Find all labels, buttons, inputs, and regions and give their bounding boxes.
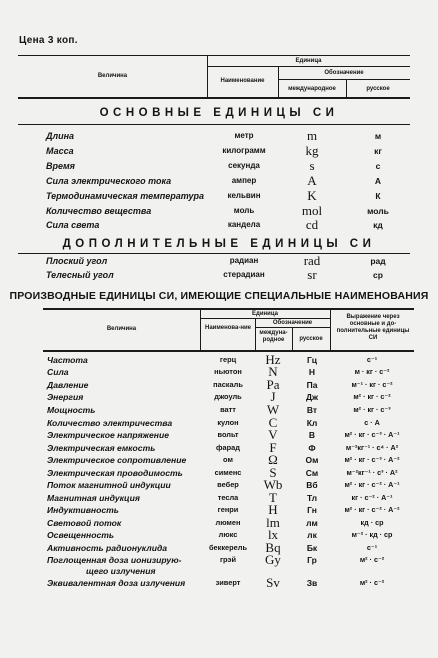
- unit-name: радиан: [229, 256, 259, 265]
- table-row: [0, 364, 438, 380]
- table-row: [0, 389, 438, 405]
- rus-symbol: Ом: [305, 455, 319, 465]
- table-row: [0, 173, 438, 191]
- si-expression: м² · кг · с⁻³ · А⁻²: [344, 455, 400, 464]
- table-row: [0, 253, 438, 271]
- si-expression: м² · с⁻²: [359, 555, 385, 564]
- unit-name: зиверт: [215, 578, 241, 587]
- table-row: [0, 427, 438, 443]
- quantity-name: Частота: [47, 355, 88, 365]
- si-expression: кд · ср: [360, 518, 384, 527]
- unit-name: ом: [223, 455, 233, 464]
- unit-name: ньютон: [214, 367, 242, 376]
- si-expression: м⁻²кг⁻¹ · с⁴ · А²: [345, 443, 399, 452]
- quantity-name: Сила электрического тока: [46, 176, 172, 186]
- intl-symbol: sr: [307, 267, 317, 282]
- rus-symbol: лм: [306, 518, 318, 528]
- rus-symbol: К: [375, 191, 381, 201]
- rus-symbol: Гн: [307, 505, 317, 515]
- rus-symbol: Гц: [306, 355, 318, 365]
- intl-symbol: N: [268, 364, 278, 379]
- unit-name: герц: [219, 355, 237, 364]
- unit-name: люкс: [218, 530, 238, 539]
- unit-name: паскаль: [213, 380, 243, 389]
- rus-symbol: Вб: [306, 480, 318, 490]
- unit-name: генри: [217, 505, 239, 514]
- quantity-name: Сила: [47, 367, 69, 377]
- header-unit-name: Наименование: [220, 78, 265, 84]
- unit-name: фарад: [216, 443, 240, 452]
- derived-header-international: междуна-родное: [259, 330, 288, 343]
- unit-name: метр: [234, 131, 254, 140]
- supplementary-units-title: ДОПОЛНИТЕЛЬНЫЕ ЕДИНИЦЫ СИ: [62, 238, 376, 250]
- unit-name: джоуль: [214, 392, 242, 401]
- table-row: [0, 575, 438, 591]
- rus-symbol: Зв: [306, 578, 318, 588]
- si-expression: м² · кг · с⁻³ · А⁻¹: [344, 430, 400, 439]
- header-quantity: Величина: [97, 73, 128, 79]
- intl-symbol: Hz: [265, 352, 281, 367]
- quantity-name: Активность радионуклида: [47, 543, 168, 553]
- quantity-name: Энергия: [47, 392, 84, 402]
- unit-name: кулон: [217, 418, 239, 427]
- rus-symbol: См: [305, 468, 319, 478]
- intl-symbol: W: [266, 402, 280, 417]
- quantity-name: Электрическая проводимость: [47, 468, 183, 478]
- derived-header-russian: русское: [299, 336, 323, 342]
- table-row: [0, 203, 438, 221]
- intl-symbol: m: [306, 128, 318, 143]
- unit-name: ватт: [220, 405, 236, 414]
- quantity-name: Электрическое сопротивление: [47, 455, 187, 465]
- derived-header-name: Наименова-ние: [204, 325, 252, 331]
- rus-symbol: кг: [374, 146, 382, 156]
- intl-symbol: F: [269, 440, 277, 455]
- si-expression: м⁻²кг⁻¹ · с³ · А²: [346, 468, 398, 477]
- table-row: [0, 527, 438, 543]
- basic-units-title: ОСНОВНЫЕ ЕДИНИЦЫ СИ: [99, 107, 339, 119]
- quantity-name: Магнитная индукция: [47, 493, 140, 503]
- table-row: [0, 402, 438, 418]
- intl-symbol: cd: [305, 217, 319, 232]
- table-row: [0, 143, 438, 161]
- quantity-name: Мощность: [47, 405, 96, 415]
- rus-symbol: лк: [307, 530, 317, 540]
- header-designation: Обозначение: [324, 70, 364, 76]
- header-russian: русское: [366, 86, 390, 92]
- quantity-name: Индуктивность: [47, 505, 119, 515]
- unit-name: люмен: [215, 518, 241, 527]
- quantity-name: Длина: [46, 131, 75, 141]
- price-label: Цена 3 коп.: [19, 35, 78, 46]
- rus-symbol: В: [308, 430, 316, 440]
- rus-symbol: Бк: [306, 543, 318, 553]
- rus-symbol: Кл: [306, 418, 318, 428]
- quantity-name: Эквивалентная доза излучения: [47, 578, 186, 588]
- intl-symbol: Wb: [263, 477, 283, 492]
- intl-symbol: V: [268, 427, 278, 442]
- quantity-name: Плоский угол: [46, 256, 108, 266]
- unit-name: стерадиан: [223, 270, 265, 279]
- intl-symbol: H: [268, 502, 278, 517]
- quantity-name: Термодинамическая температура: [46, 191, 205, 201]
- intl-symbol: lx: [267, 527, 279, 542]
- quantity-name: Освещенность: [47, 530, 114, 540]
- si-expression: м² · кг · с⁻² · А⁻²: [344, 505, 400, 514]
- intl-symbol: rad: [303, 253, 321, 268]
- rus-symbol: Па: [306, 380, 318, 390]
- intl-symbol: Bq: [265, 540, 281, 555]
- header-unit: Единица: [295, 58, 322, 64]
- derived-header-designation: Обозначение: [272, 320, 313, 326]
- rus-symbol: А: [374, 176, 382, 186]
- table-row: [0, 158, 438, 176]
- derived-header-unit: Единица: [252, 311, 278, 317]
- quantity-name: Поток магнитной индукции: [47, 480, 171, 490]
- quantity-name: Количество вещества: [46, 206, 152, 216]
- quantity-name: Количество электричества: [47, 418, 173, 428]
- unit-name: кандела: [227, 220, 261, 229]
- rus-symbol: моль: [367, 206, 389, 216]
- quantity-name: Поглощенная доза ионизирую-: [47, 555, 182, 565]
- intl-symbol: Ω: [268, 452, 278, 467]
- table-row: [0, 267, 438, 285]
- intl-symbol: s: [309, 158, 315, 173]
- unit-name: сименс: [214, 468, 242, 477]
- intl-symbol: kg: [305, 143, 319, 158]
- si-expression: м² · кг · с⁻² · А⁻¹: [344, 480, 400, 489]
- si-expression: с⁻¹: [366, 543, 378, 552]
- si-expression: с⁻¹: [366, 355, 378, 364]
- quantity-name: Электрическая емкость: [47, 443, 156, 453]
- quantity-name: Телесный угол: [46, 270, 114, 280]
- unit-name: грэй: [219, 555, 237, 564]
- unit-name: моль: [233, 206, 255, 215]
- intl-symbol: A: [307, 173, 317, 188]
- si-expression: м² · с⁻²: [359, 578, 385, 587]
- rus-symbol: рад: [370, 256, 386, 266]
- si-expression: м⁻² · кд · ср: [351, 530, 393, 539]
- rus-symbol: Н: [308, 367, 316, 377]
- unit-name: вольт: [217, 430, 239, 439]
- rus-symbol: Вт: [306, 405, 318, 415]
- quantity-name: Сила света: [46, 220, 100, 230]
- table-row: [0, 477, 438, 493]
- rus-symbol: с: [375, 161, 381, 171]
- table-row: [0, 188, 438, 206]
- unit-name: ампер: [231, 176, 257, 185]
- si-expression: м² · кг · с⁻²: [353, 392, 391, 401]
- derived-units-title: ПРОИЗВОДНЫЕ ЕДИНИЦЫ СИ, ИМЕЮЩИЕ СПЕЦИАЛЬНЫЕ НАИМЕНОВАНИЯ: [9, 290, 429, 302]
- si-expression: м⁻¹ · кг · с⁻²: [351, 380, 393, 389]
- unit-name: кельвин: [227, 191, 261, 200]
- intl-symbol: C: [268, 415, 278, 430]
- si-expression: с · А: [364, 418, 380, 427]
- quantity-name: Время: [46, 161, 75, 171]
- si-expression: м · кг · с⁻²: [354, 367, 390, 376]
- rus-symbol: Тл: [306, 493, 318, 503]
- unit-name: килограмм: [222, 146, 266, 155]
- unit-name: секунда: [228, 161, 260, 170]
- intl-symbol: J: [270, 389, 276, 404]
- rus-symbol: Дж: [305, 392, 319, 402]
- rus-symbol: кд: [373, 220, 383, 230]
- quantity-name: Давление: [47, 380, 89, 390]
- header-international: международное: [288, 86, 336, 92]
- rus-symbol: Ф: [308, 443, 316, 453]
- intl-symbol: Sv: [266, 575, 280, 590]
- intl-symbol: K: [307, 188, 317, 203]
- unit-name: беккерель: [208, 543, 248, 552]
- intl-symbol: Pa: [266, 377, 280, 392]
- intl-symbol: S: [269, 465, 277, 480]
- quantity-name: Световой поток: [47, 518, 122, 528]
- unit-name: тесла: [217, 493, 239, 502]
- table-row: [0, 452, 438, 468]
- table-row: [0, 502, 438, 518]
- rus-symbol: ср: [373, 270, 383, 280]
- table-row: [0, 128, 438, 146]
- unit-name: вебер: [217, 480, 239, 489]
- intl-symbol: T: [269, 490, 277, 505]
- intl-symbol: mol: [301, 203, 323, 218]
- intl-symbol: Gy: [265, 552, 281, 567]
- table-row: [0, 217, 438, 235]
- rus-symbol: Гр: [307, 555, 317, 565]
- quantity-name: Масса: [46, 146, 74, 156]
- derived-header-expression: Выражение через основные и до-полнительные единицы СИ: [336, 314, 410, 341]
- quantity-name: Электрическое напряжение: [47, 430, 169, 440]
- derived-header-quantity: Величина: [106, 326, 137, 332]
- rus-symbol: м: [374, 131, 382, 141]
- intl-symbol: lm: [266, 515, 280, 530]
- si-expression: м² · кг · с⁻³: [353, 405, 391, 414]
- table-row: [0, 552, 438, 568]
- si-expression: кг · с⁻² · А⁻¹: [351, 493, 393, 502]
- quantity-name-continuation: щего излучения: [86, 566, 156, 576]
